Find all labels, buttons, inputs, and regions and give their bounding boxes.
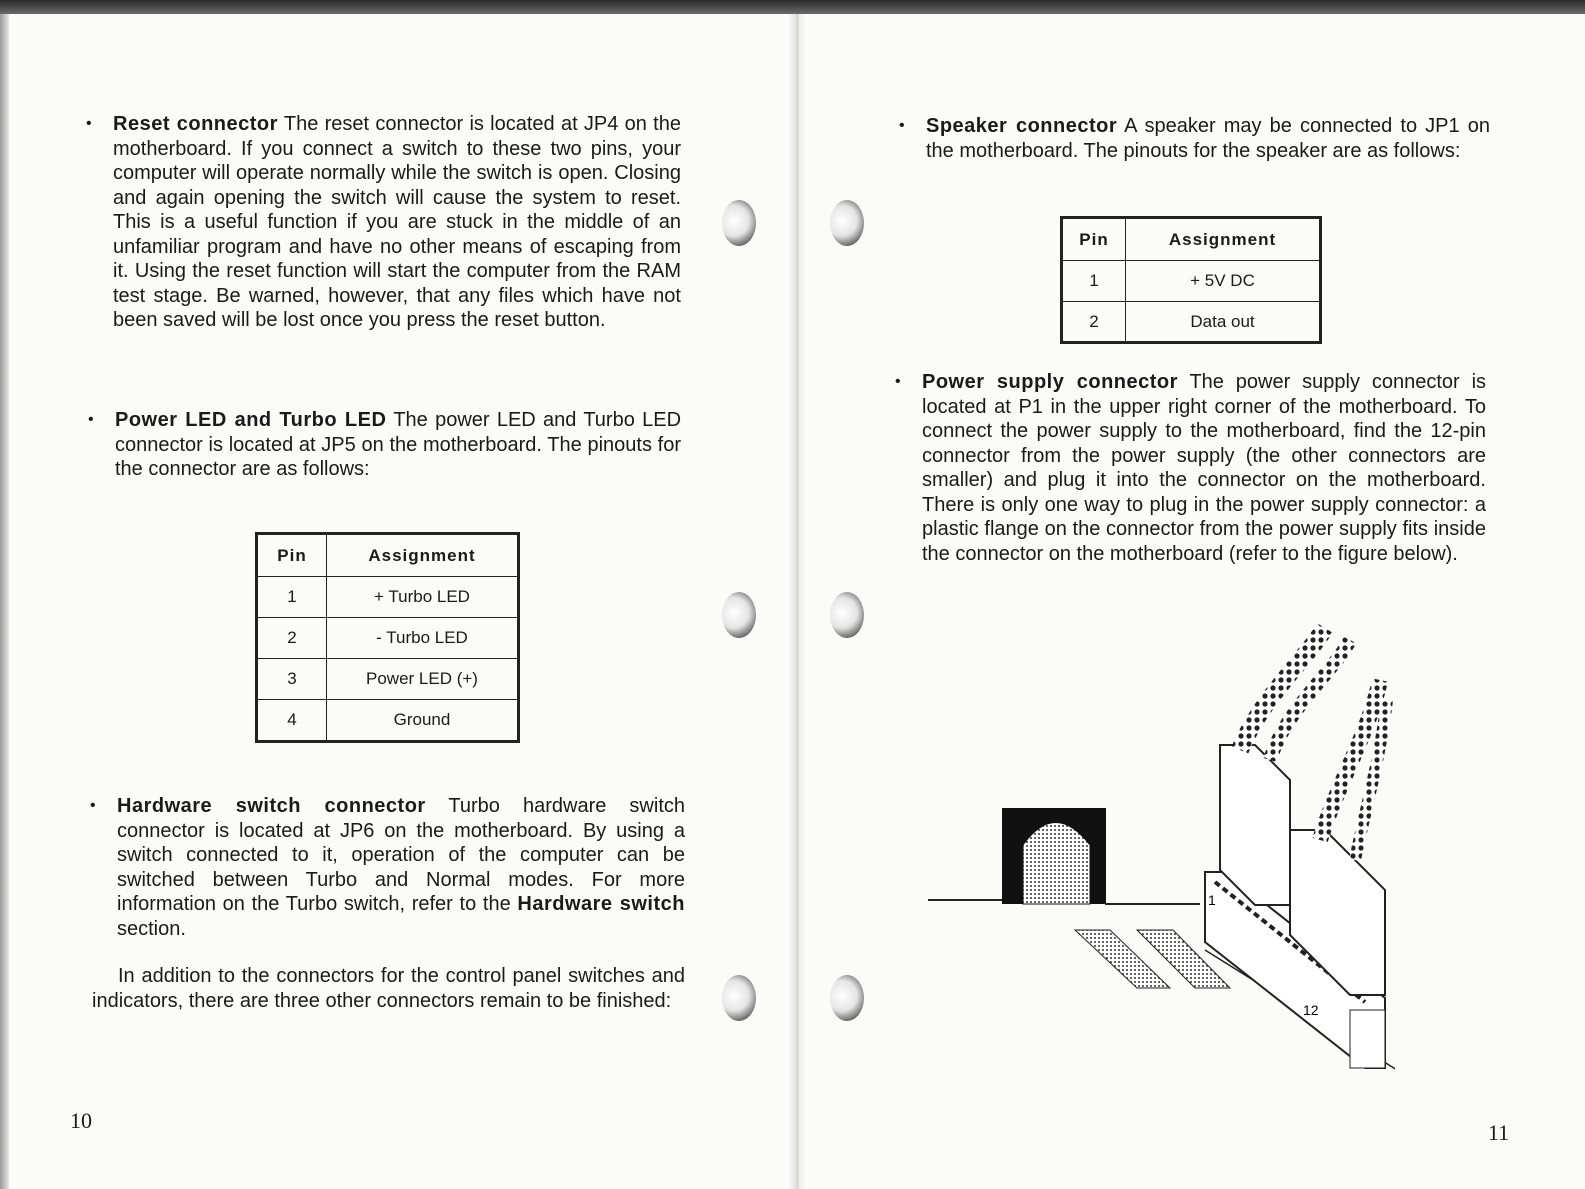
assignment-cell: Power LED (+) bbox=[327, 659, 519, 700]
table-header-assignment: Assignment bbox=[1126, 218, 1321, 261]
power-supply-text: The power supply connector is located at P1 in the upper right corner of the motherboard. To connect the power supply to the motherboard, find the 12-pin connector from the power supply (the other connectors are smaller) and plug it into the connector on the motherboard. There is only one way to plug in the power supply connector: a plastic flange on the connector from the power supply fits inside the connector on the motherboard (refer to the figure below). bbox=[922, 371, 1487, 565]
assignment-cell: Data out bbox=[1126, 302, 1321, 343]
power-connector-figure bbox=[925, 620, 1395, 1110]
speaker-connector-item bbox=[926, 114, 1490, 163]
page-number-right: 11 bbox=[1488, 1120, 1510, 1145]
table-row bbox=[257, 618, 519, 659]
power-supply-item bbox=[922, 370, 1486, 566]
table-row bbox=[1062, 261, 1321, 302]
table-row bbox=[1062, 302, 1321, 343]
binding-hole-icon bbox=[830, 592, 864, 638]
assignment-cell: - Turbo LED bbox=[327, 618, 519, 659]
led-pinout-table bbox=[255, 532, 520, 743]
binding-hole-icon bbox=[830, 200, 864, 246]
hardware-switch-item bbox=[117, 794, 685, 941]
hardware-switch-reference: Hardware switch bbox=[517, 893, 685, 915]
table-row bbox=[257, 700, 519, 742]
assignment-cell: Ground bbox=[327, 700, 519, 742]
page-number-left: 10 bbox=[70, 1108, 92, 1133]
power-supply-term: Power supply connector bbox=[922, 371, 1178, 393]
assignment-cell: + 5V DC bbox=[1126, 261, 1321, 302]
power-led-term: Power LED and Turbo LED bbox=[115, 409, 387, 431]
pin-cell: 3 bbox=[257, 659, 327, 700]
binding-hole-icon bbox=[722, 975, 756, 1021]
reset-connector-term: Reset connector bbox=[113, 113, 278, 135]
binding-hole-icon bbox=[722, 592, 756, 638]
reset-connector-item bbox=[113, 112, 681, 333]
power-led-text: The power LED and Turbo LED connector is located at JP5 on the motherboard. The pinouts for the connector are as follows: bbox=[115, 409, 682, 480]
table-row bbox=[257, 577, 519, 618]
pin-cell: 1 bbox=[1062, 261, 1126, 302]
hardware-switch-term: Hardware switch connector bbox=[117, 795, 426, 817]
assignment-cell: + Turbo LED bbox=[327, 577, 519, 618]
speaker-pinout-table bbox=[1060, 216, 1322, 344]
table-header-row bbox=[257, 534, 519, 577]
table-header-row bbox=[1062, 218, 1321, 261]
table-row bbox=[257, 659, 519, 700]
pin-cell: 2 bbox=[1062, 302, 1126, 343]
pin-cell: 1 bbox=[257, 577, 327, 618]
binding-hole-icon bbox=[722, 200, 756, 246]
speaker-connector-text: A speaker may be connected to JP1 on the motherboard. The pinouts for the speaker are as follows: bbox=[926, 115, 1491, 162]
pin-cell: 2 bbox=[257, 618, 327, 659]
hardware-switch-text: Turbo hardware switch connector is located at JP6 on the motherboard. By using a switch connected to it, operation of the computer can be switched between Turbo and Normal modes. For more information on the Turbo switch, refer to the bbox=[117, 795, 686, 915]
reset-connector-text: The reset connector is located at JP4 on the motherboard. If you connect a switch to these two pins, your computer will operate normally while the switch is open. Closing and again opening the switch will cause the system to reset. This is a useful function if you are stuck in the middle of an unfamiliar program and have no other means of escaping from it. Using the reset function will start the computer from the RAM test stage. Be warned, however, that any files which have not been saved will be lost once you press the reset button. bbox=[113, 113, 681, 331]
binding-hole-icon bbox=[830, 975, 864, 1021]
scan-left-edge bbox=[0, 14, 9, 1189]
book-gutter bbox=[786, 14, 808, 1189]
hardware-switch-text-end: section. bbox=[117, 917, 186, 940]
speaker-connector-term: Speaker connector bbox=[926, 115, 1118, 137]
table-header-pin: Pin bbox=[257, 534, 327, 577]
table-header-pin: Pin bbox=[1062, 218, 1126, 261]
pin-label-first: 1 bbox=[1208, 892, 1216, 908]
scan-top-edge bbox=[0, 0, 1585, 14]
closing-paragraph: In addition to the connectors for the control panel switches and indicators, there are three other connectors remain to be finished: bbox=[92, 965, 685, 1012]
power-led-item bbox=[115, 408, 681, 482]
pin-label-last: 12 bbox=[1303, 1002, 1319, 1018]
pin-cell: 4 bbox=[257, 700, 327, 742]
table-header-assignment: Assignment bbox=[327, 534, 519, 577]
